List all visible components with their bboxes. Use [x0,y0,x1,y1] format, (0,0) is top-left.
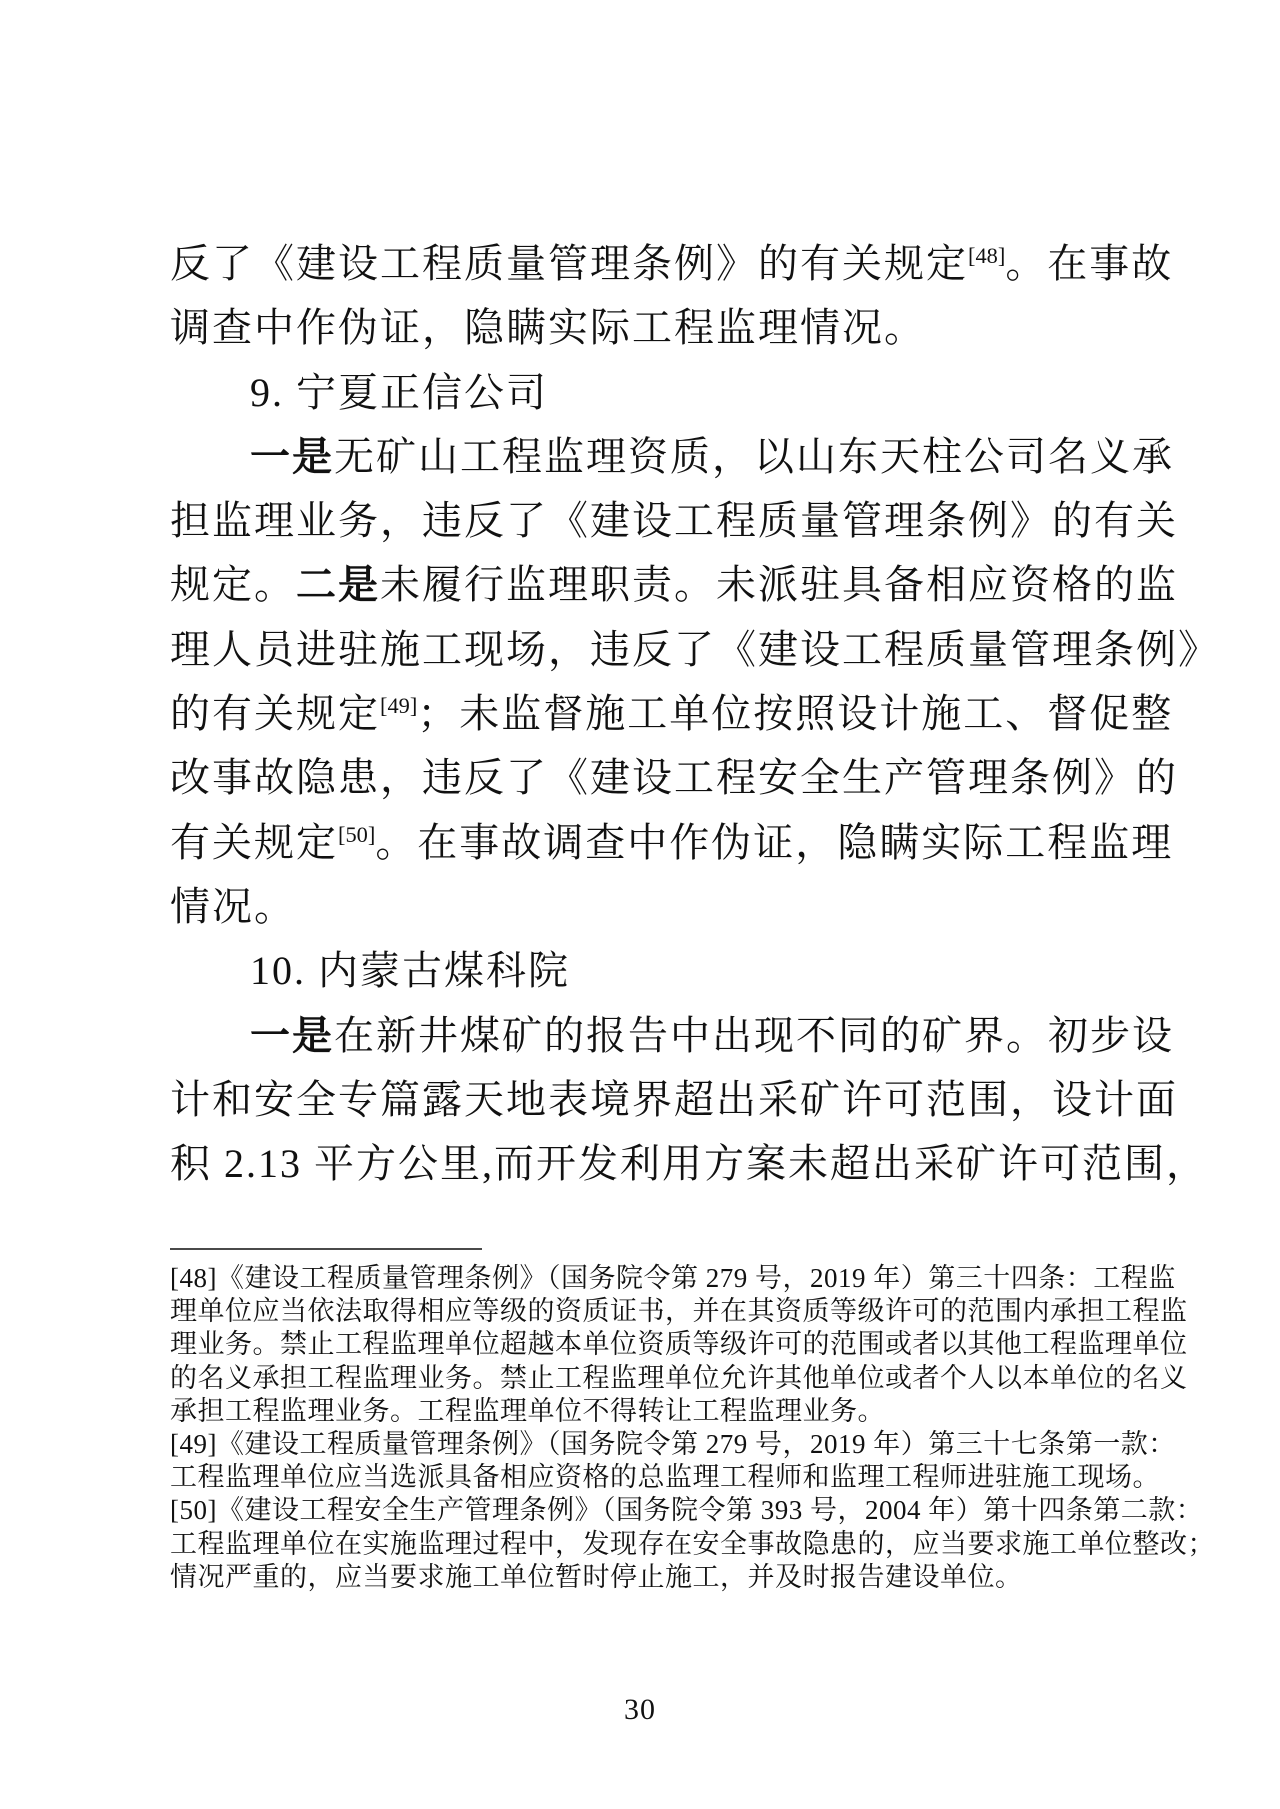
text-run: [50]《建设工程安全生产管理条例》（国务院令第 393 号，2004 年）第十四条第二款： [170,1495,1204,1526]
text-run: 。在事故 [1005,241,1174,286]
footnote-line [170,1428,1176,1461]
emphasis-text: 一是 [250,1012,334,1058]
body-text-line [170,553,1178,617]
text-run: 调查中作伪证，隐瞒实际工程监理情况。 [170,305,926,351]
footnote-line [170,1395,1128,1428]
text-run: 9. 宁夏正信公司 [250,369,548,415]
main-text-block [170,232,1220,1196]
text-run: 。在事故调查中作伪证，隐瞒实际工程监理 [375,819,1174,865]
footnote-line [170,1561,1128,1594]
footnote-line [170,1494,1204,1527]
footnote-reference: [48] [968,243,1006,269]
body-text-line [170,939,1128,1003]
text-run: 理业务。禁止工程监理单位超越本单位资质等级许可的范围或者以其他工程监理单位 [170,1329,1188,1360]
body-text-line [170,618,1220,682]
footnote-line [170,1328,1188,1361]
text-run: [48]《建设工程质量管理条例》（国务院令第 279 号，2019 年）第三十四条：工程监 [170,1263,1176,1293]
text-run: 未履行监理职责。未派驻具备相应资格的监 [380,562,1178,608]
body-text-line [170,746,1178,810]
text-run: [49]《建设工程质量管理条例》（国务院令第 279 号，2019 年）第三十七条第一款： [170,1429,1176,1460]
text-run: 改事故隐患，违反了《建设工程安全生产管理条例》的 [170,755,1178,801]
text-run: 无矿山工程监理资质，以山东天柱公司名义承 [334,433,1174,479]
body-text-line [170,875,1128,939]
body-text-line [170,1004,1174,1068]
text-run: 反了《建设工程质量管理条例》的有关规定 [170,241,968,286]
footnotes-block [170,1262,1215,1594]
emphasis-text: 一是 [250,433,334,479]
text-run: 担监理业务，违反了《建设工程质量管理条例》的有关 [170,498,1178,544]
body-text-line [170,1132,1208,1196]
footnote-line [170,1528,1215,1561]
text-run: 规定。 [170,562,296,608]
text-run: 积 2.13 平方公里,而开发利用方案未超出采矿许可范围， [170,1141,1208,1187]
text-run: 情况严重的，应当要求施工单位暂时停止施工，并及时报告建设单位。 [170,1561,1023,1592]
body-text-line [170,232,1174,296]
footnote-line [170,1262,1176,1295]
text-run: 理人员进驻施工现场，违反了《建设工程质量管理条例》 [170,626,1220,672]
text-run: 情况。 [170,883,296,929]
body-text-line [170,1068,1178,1132]
text-run: 有关规定 [170,819,338,865]
text-run: 工程监理单位应当选派具备相应资格的总监理工程师和监理工程师进驻施工现场。 [170,1462,1160,1493]
footnote-reference: [49] [380,693,418,719]
text-run: 10. 内蒙古煤科院 [250,948,570,994]
body-text-line [170,489,1178,553]
text-run: 理单位应当依法取得相应等级的资质证书，并在其资质等级许可的范围内承担工程监 [170,1296,1188,1327]
emphasis-text: 二是 [296,562,380,608]
footnote-reference: [50] [338,821,376,847]
body-text-line [170,425,1174,489]
body-text-line [170,682,1174,746]
text-run: ；未监督施工单位按照设计施工、督促整 [417,691,1174,737]
text-run: 的有关规定 [170,691,380,737]
footnote-line [170,1362,1188,1395]
footnote-line [170,1461,1160,1494]
text-run: 计和安全专篇露天地表境界超出采矿许可范围，设计面 [170,1076,1178,1122]
body-text-line [170,296,1128,360]
footnote-line [170,1295,1188,1328]
body-text-line [170,811,1174,875]
text-run: 在新井煤矿的报告中出现不同的矿界。初步设 [334,1012,1174,1058]
body-text-line [170,361,1128,425]
footnote-separator [170,1248,482,1250]
text-run: 承担工程监理业务。工程监理单位不得转让工程监理业务。 [170,1395,885,1426]
text-run: 的名义承担工程监理业务。禁止工程监理单位允许其他单位或者个人以本单位的名义 [170,1362,1188,1393]
text-run: 工程监理单位在实施监理过程中，发现存在安全事故隐患的，应当要求施工单位整改； [170,1528,1215,1559]
page-number: 30 [624,1693,656,1726]
